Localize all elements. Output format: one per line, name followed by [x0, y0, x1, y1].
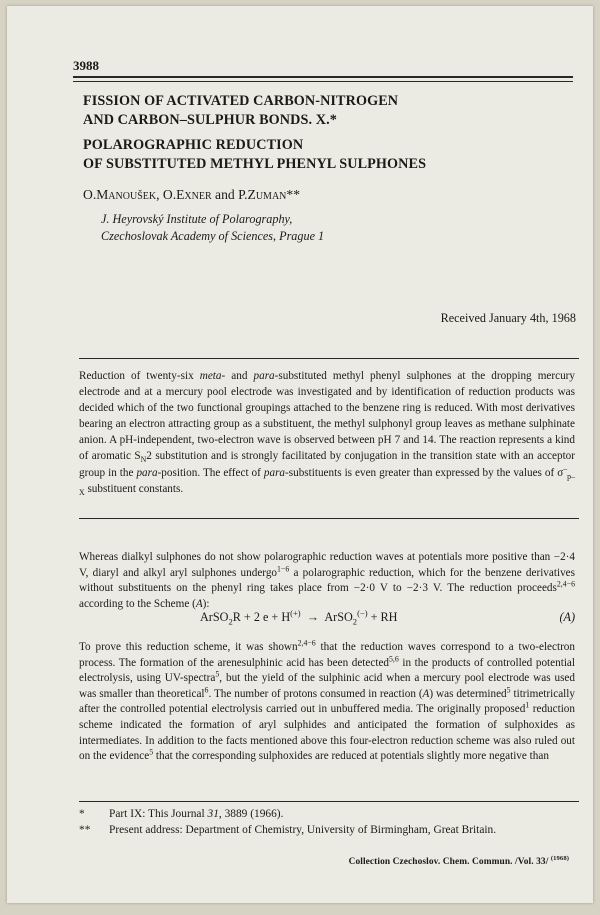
- subtitle-line-1: POLAROGRAPHIC REDUCTION: [83, 137, 304, 153]
- citation-ref: 2,4−6: [556, 579, 575, 589]
- footnote-text: , 3889 (1966).: [218, 808, 284, 820]
- abstract-segment: Reduction of twenty-six: [79, 370, 200, 382]
- eq-term: R + 2 e + H: [232, 610, 291, 624]
- subtitle-line-2: OF SUBSTITUTED METHYL PHENYL SULPHONES: [83, 156, 427, 172]
- citation-ref: 5: [215, 669, 220, 679]
- abstract-segment: and: [225, 370, 254, 382]
- abstract-segment: substituent constants.: [84, 482, 184, 495]
- received-date: Received January 4th, 1968: [440, 311, 576, 325]
- abstract-segment: 2 substitution and is strongly facilitated by conjugation in the transition state with an acceptor group in the: [79, 450, 575, 479]
- abstract-italic: para: [136, 466, 158, 479]
- citation-ref: 2,4−6: [297, 638, 316, 648]
- journal-year: (1968): [550, 854, 569, 862]
- body-segment: that the reduction waves correspond to a two-electron process. The formation of the arenesulphinic acid has been detected: [79, 641, 575, 669]
- eq-term: + RH: [367, 610, 398, 624]
- reaction-equation: [79, 607, 575, 628]
- abstract-italic: meta-: [199, 370, 226, 382]
- header-rule-thick: [73, 76, 573, 78]
- author-separator: and: [211, 187, 239, 202]
- body-paragraph-2: [79, 640, 575, 765]
- page-number: 3988: [73, 58, 99, 73]
- citation-ref: 6: [204, 685, 209, 695]
- abstract-italic: para: [263, 466, 286, 479]
- eq-subscript: 2: [228, 616, 233, 627]
- body-segment: . The number of protons consumed in reaction (: [208, 687, 423, 700]
- footnote-rule: [79, 801, 579, 802]
- eq-term: → ArSO: [300, 610, 353, 624]
- equation-label: (A): [559, 610, 575, 624]
- footnote-text: Present address: Department of Chemistry, University of Birmingham, Great Britain.: [109, 824, 497, 836]
- reaction-label: A: [422, 687, 430, 700]
- title-line-1: FISSION OF ACTIVATED CARBON-NITROGEN: [83, 93, 399, 109]
- body-segment: , but the yield of the sulphinic acid when a mercury pool electrode was used was smaller than theoretical: [79, 672, 575, 700]
- footnote-2: [79, 822, 579, 838]
- abstract-superscript: –: [563, 463, 568, 473]
- footnote-volume: 31: [207, 808, 219, 820]
- abstract-subscript: N: [140, 455, 147, 465]
- body-segment: that the corresponding sulphoxides are reduced at potentials slightly more negative than: [153, 750, 549, 763]
- header-rule-thin: [73, 81, 573, 82]
- affiliation: [101, 211, 324, 245]
- affiliation-line-2: Czechoslovak Academy of Sciences, Prague 1: [101, 229, 325, 243]
- eq-superscript: (+): [290, 607, 301, 618]
- abstract-top-rule: [79, 358, 579, 359]
- author-separator: ,: [156, 187, 163, 202]
- citation-ref: 1: [525, 700, 530, 710]
- scheme-label: A: [195, 597, 203, 610]
- abstract-segment: -substituents is even greater than expressed by the values of σ: [285, 466, 564, 479]
- abstract-italic: para-: [253, 370, 279, 382]
- abstract-bottom-rule: [79, 518, 579, 519]
- citation-ref: 5: [506, 685, 511, 695]
- article-title: [83, 92, 398, 130]
- body-segment: Whereas dialkyl sulphones do not show polarographic reduction waves at potentials more positive than −2·4 V, diaryl and alkyl aryl sulphones undergo: [79, 551, 575, 579]
- footnote-mark: **: [79, 824, 91, 836]
- body-segment: titrimetrically after the controlled potential electrolysis carried out in unbuffered media. The originally proposed: [79, 687, 575, 716]
- journal-citation: Collection Czechoslov. Chem. Commun. /Vol. 33/: [348, 857, 551, 867]
- abstract-subscript: p–X: [79, 471, 575, 497]
- footnotes: [79, 806, 579, 838]
- body-segment: ):: [202, 597, 210, 610]
- abstract-text: [79, 368, 575, 497]
- body-segment: in the products of controlled potential electrolysis, using UV-spectra: [79, 656, 575, 685]
- footnote-1: [79, 806, 579, 822]
- body-segment: reduction scheme indicated the formation of aryl sulphides and anticipated the formation of sulphoxides as intermediates. In addition to the facts mentioned above this four-electron reduction scheme was also ruled out on the evidence: [79, 703, 575, 763]
- title-line-2: AND CARBON–SULPHUR BONDS. X.*: [83, 112, 337, 128]
- author-footnote-mark: **: [286, 187, 300, 202]
- footnote-text: Part IX: This Journal: [109, 808, 208, 820]
- author-name: O.Manoušek: [83, 187, 157, 202]
- body-segment: To prove this reduction scheme, it was shown: [79, 641, 298, 653]
- body-paragraph-1: [79, 550, 575, 612]
- citation-ref: 5,6: [389, 653, 399, 663]
- body-segment: a polarographic reduction, which for the benzene derivatives without substituents on the phenyl ring takes place from −2·0 V to −2·3 V. The reduction proceeds: [79, 566, 575, 595]
- abstract-segment: substituted methyl phenyl sulphones at the dropping mercury electrode and at a mercury pool electrode was investigated and by identification of reduction products was decided which of the two functional groupings attached to the benzene ring is reduced. With most derivatives bearing an electron attracting group as a substituent, the methyl sulphonyl group leaves as methane sulphinate anion. A pH-independent, two-electron wave is observed between pH 7 and 14. The reaction represents a kind of aromatic S: [79, 370, 575, 463]
- body-segment: according to the Scheme (: [79, 597, 196, 610]
- eq-superscript: (−): [357, 607, 368, 618]
- citation-ref: 1−6: [277, 563, 290, 573]
- equation-expression: [200, 607, 398, 627]
- body-segment: ) was determined: [429, 687, 507, 700]
- author-name: P.Zuman: [238, 187, 287, 202]
- author-list: [83, 186, 300, 204]
- abstract-segment: -position. The effect of: [157, 466, 264, 479]
- journal-footer: [348, 854, 569, 867]
- eq-subscript: 2: [352, 616, 358, 627]
- article-subtitle: [83, 136, 426, 174]
- affiliation-line-1: J. Heyrovský Institute of Polarography,: [101, 212, 293, 226]
- author-name: O.Exner: [162, 187, 212, 202]
- footnote-mark: *: [79, 808, 85, 820]
- eq-term: ArSO: [200, 610, 229, 624]
- citation-ref: 5: [149, 747, 154, 757]
- paper-page: [7, 6, 593, 903]
